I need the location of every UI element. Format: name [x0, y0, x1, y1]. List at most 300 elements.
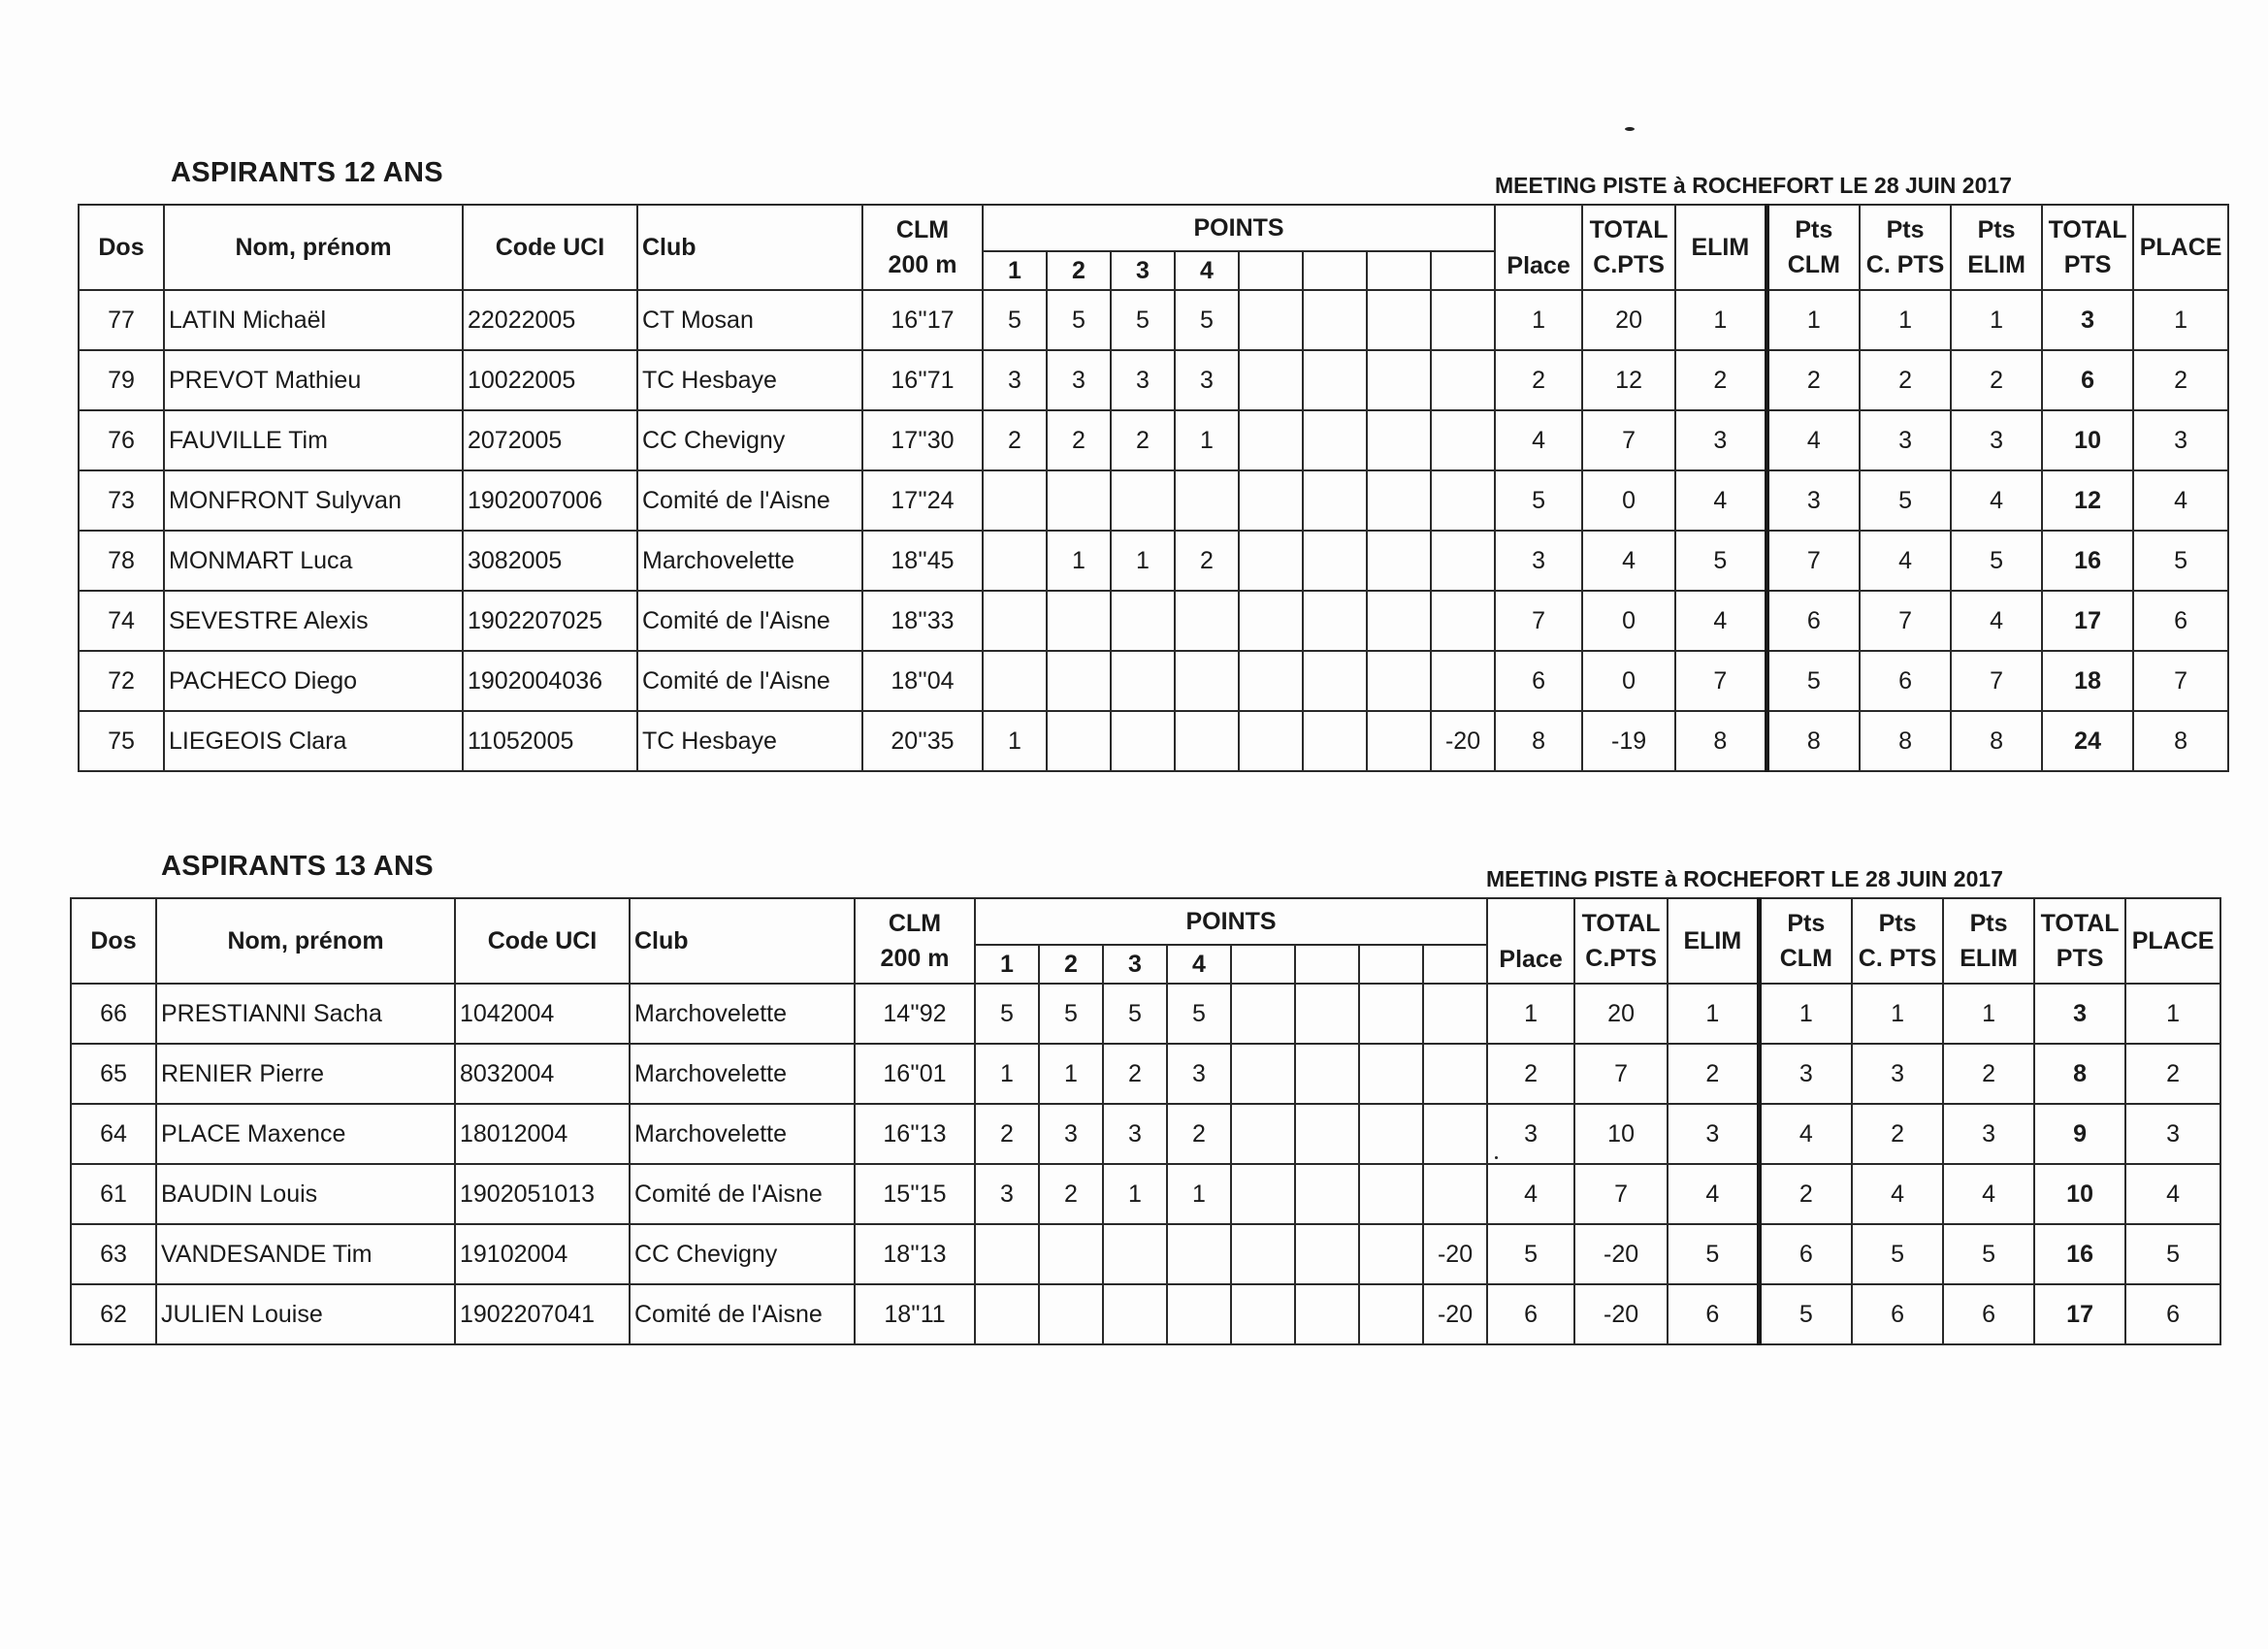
cell-points-round — [1239, 651, 1303, 711]
col-round-header-text: 3 — [1128, 950, 1142, 978]
cell-clm: 20''35 — [862, 711, 983, 771]
col-pts-clm-header — [1766, 205, 1860, 290]
cell-clm: 15''15 — [855, 1164, 975, 1224]
table-row — [79, 711, 2228, 771]
cell-pts-cpts: 3 — [1860, 410, 1951, 470]
col-total-cpts-header — [1582, 205, 1675, 290]
col-round-header-text: 2 — [1064, 950, 1078, 978]
cell-code: 10022005 — [463, 350, 637, 410]
cell-dos: 75 — [79, 711, 164, 771]
cell-code: 1902207025 — [463, 591, 637, 651]
cell-points-round: -20 — [1423, 1284, 1487, 1344]
col-round-header-text: 1 — [1008, 256, 1021, 284]
cell-code: 19102004 — [455, 1224, 630, 1284]
col-nom-header — [156, 898, 455, 984]
cell-pts-cpts: 3 — [1852, 1044, 1943, 1104]
cell-nom: PLACE Maxence — [156, 1104, 455, 1164]
table-row — [71, 1104, 2220, 1164]
cell-total-pts: 10 — [2034, 1164, 2125, 1224]
section-title: ASPIRANTS 13 ANS — [161, 851, 434, 882]
cell-dos: 72 — [79, 651, 164, 711]
cell-pts-clm: 4 — [1766, 410, 1860, 470]
cell-nom: PRESTIANNI Sacha — [156, 984, 455, 1044]
cell-place: 6 — [1495, 651, 1582, 711]
cell-dos: 63 — [71, 1224, 156, 1284]
cell-points-round — [1103, 1284, 1167, 1344]
col-pts-clm-header-text: CLM — [1787, 251, 1840, 278]
scan-speck — [1625, 127, 1635, 131]
col-code-header-text: Code UCI — [495, 233, 605, 261]
cell-points-round: 1 — [1047, 531, 1111, 591]
cell-points-round: -20 — [1431, 711, 1495, 771]
col-points-header — [983, 205, 1495, 251]
cell-points-round — [1303, 350, 1367, 410]
cell-points-round: 1 — [1111, 531, 1175, 591]
cell-points-round: 1 — [1103, 1164, 1167, 1224]
meeting-title: MEETING PISTE à ROCHEFORT LE 28 JUIN 2017 — [1495, 173, 2012, 198]
cell-club: TC Hesbaye — [637, 711, 862, 771]
cell-points-round: 3 — [1039, 1104, 1103, 1164]
cell-code: 3082005 — [463, 531, 637, 591]
cell-elim: 4 — [1675, 470, 1766, 531]
cell-points-round: 2 — [1103, 1044, 1167, 1104]
cell-pts-clm: 1 — [1759, 984, 1852, 1044]
col-round-header — [1111, 251, 1175, 290]
cell-points-round — [1295, 1224, 1359, 1284]
header-row — [79, 205, 2228, 251]
col-nom-header — [164, 205, 463, 290]
cell-total-pts: 6 — [2042, 350, 2133, 410]
col-pts-clm-header-text: Pts — [1787, 909, 1826, 937]
col-clm-header-text: CLM — [888, 909, 942, 937]
col-code-header-text: Code UCI — [487, 926, 598, 954]
cell-total-pts: 18 — [2042, 651, 2133, 711]
cell-points-round — [1175, 711, 1239, 771]
cell-clm: 18''13 — [855, 1224, 975, 1284]
table-row — [79, 531, 2228, 591]
col-elim-header-text: ELIM — [1683, 926, 1742, 954]
cell-points-round — [1431, 591, 1495, 651]
cell-points-round — [1303, 651, 1367, 711]
cell-pts-clm: 6 — [1759, 1224, 1852, 1284]
cell-points-round: 2 — [1047, 410, 1111, 470]
cell-total-pts: 9 — [2034, 1104, 2125, 1164]
cell-pts-elim: 4 — [1943, 1164, 2034, 1224]
cell-total-cpts: -20 — [1574, 1284, 1668, 1344]
cell-points-round — [1367, 350, 1431, 410]
col-round-header-text: 4 — [1192, 950, 1206, 978]
col-place-final-header-text: PLACE — [2131, 926, 2215, 954]
cell-total-cpts: 0 — [1582, 470, 1675, 531]
cell-points-round — [1239, 531, 1303, 591]
cell-place-final: 2 — [2133, 350, 2228, 410]
cell-total-cpts: 4 — [1582, 531, 1675, 591]
cell-dos: 73 — [79, 470, 164, 531]
cell-place: 1 — [1487, 984, 1574, 1044]
cell-clm: 17''24 — [862, 470, 983, 531]
cell-points-round: -20 — [1423, 1224, 1487, 1284]
cell-points-round: 3 — [1047, 350, 1111, 410]
cell-points-round — [1039, 1284, 1103, 1344]
cell-points-round — [1231, 1104, 1295, 1164]
cell-nom: RENIER Pierre — [156, 1044, 455, 1104]
cell-points-round — [1295, 1164, 1359, 1224]
cell-total-cpts: -19 — [1582, 711, 1675, 771]
cell-points-round — [1359, 984, 1423, 1044]
col-round-header — [1167, 945, 1231, 984]
col-pts-elim-header-text: ELIM — [1960, 945, 2018, 972]
cell-place-final: 3 — [2133, 410, 2228, 470]
cell-points-round — [1431, 290, 1495, 350]
col-code-header — [455, 898, 630, 984]
cell-total-cpts: 7 — [1574, 1164, 1668, 1224]
cell-total-cpts: 20 — [1574, 984, 1668, 1044]
cell-code: 1042004 — [455, 984, 630, 1044]
col-round-header — [1175, 251, 1239, 290]
cell-points-round — [1367, 290, 1431, 350]
cell-place: 5 — [1495, 470, 1582, 531]
cell-points-round — [1111, 470, 1175, 531]
col-nom-header-text: Nom, prénom — [235, 233, 392, 261]
cell-code: 1902051013 — [455, 1164, 630, 1224]
col-round-header-text: 1 — [1000, 950, 1014, 978]
table-row — [79, 651, 2228, 711]
cell-elim: 4 — [1668, 1164, 1759, 1224]
cell-clm: 18''04 — [862, 651, 983, 711]
cell-pts-clm: 2 — [1766, 350, 1860, 410]
cell-pts-elim: 1 — [1943, 984, 2034, 1044]
scan-speck — [1495, 1156, 1498, 1159]
cell-points-round — [1303, 711, 1367, 771]
cell-points-round — [1175, 651, 1239, 711]
cell-club: Marchovelette — [630, 1104, 855, 1164]
cell-code: 18012004 — [455, 1104, 630, 1164]
col-round-header — [975, 945, 1039, 984]
cell-points-round — [1175, 470, 1239, 531]
cell-points-round — [1231, 1044, 1295, 1104]
cell-points-round — [1303, 531, 1367, 591]
cell-pts-elim: 3 — [1951, 410, 2042, 470]
cell-dos: 78 — [79, 531, 164, 591]
cell-points-round: 2 — [975, 1104, 1039, 1164]
col-club-header-text: Club — [642, 233, 697, 261]
col-round-header — [1047, 251, 1111, 290]
col-pts-cpts-header-text: C. PTS — [1858, 945, 1937, 972]
cell-club: Comité de l'Aisne — [637, 651, 862, 711]
cell-pts-cpts: 5 — [1860, 470, 1951, 531]
col-round-header-empty — [1231, 945, 1295, 984]
table-row — [79, 410, 2228, 470]
cell-pts-cpts: 4 — [1852, 1164, 1943, 1224]
cell-club: Marchovelette — [630, 984, 855, 1044]
table-row — [71, 984, 2220, 1044]
cell-place: 2 — [1487, 1044, 1574, 1104]
cell-points-round — [1303, 470, 1367, 531]
cell-points-round — [1239, 350, 1303, 410]
cell-pts-elim: 8 — [1951, 711, 2042, 771]
cell-club: Comité de l'Aisne — [637, 470, 862, 531]
col-round-header — [983, 251, 1047, 290]
cell-club: Comité de l'Aisne — [630, 1164, 855, 1224]
col-club-header-text: Club — [634, 926, 689, 954]
cell-points-round: 2 — [1167, 1104, 1231, 1164]
cell-dos: 64 — [71, 1104, 156, 1164]
col-dos-header — [79, 205, 164, 290]
cell-points-round: 2 — [1175, 531, 1239, 591]
cell-points-round — [1047, 470, 1111, 531]
cell-pts-elim: 4 — [1951, 470, 2042, 531]
cell-place-final: 3 — [2125, 1104, 2220, 1164]
cell-points-round — [1239, 290, 1303, 350]
cell-points-round — [1231, 1164, 1295, 1224]
col-clm-header-text: 200 m — [888, 251, 957, 278]
cell-elim: 3 — [1675, 410, 1766, 470]
cell-pts-elim: 5 — [1951, 531, 2042, 591]
cell-code: 1902007006 — [463, 470, 637, 531]
cell-pts-elim: 2 — [1943, 1044, 2034, 1104]
cell-club: Marchovelette — [630, 1044, 855, 1104]
cell-dos: 61 — [71, 1164, 156, 1224]
cell-points-round: 3 — [1103, 1104, 1167, 1164]
cell-nom: JULIEN Louise — [156, 1284, 455, 1344]
cell-place-final: 6 — [2125, 1284, 2220, 1344]
cell-clm: 16''13 — [855, 1104, 975, 1164]
meeting-title: MEETING PISTE à ROCHEFORT LE 28 JUIN 2017 — [1486, 866, 2003, 891]
results-table-13 — [70, 897, 2221, 1345]
cell-pts-clm: 1 — [1766, 290, 1860, 350]
table-row — [79, 290, 2228, 350]
cell-points-round: 1 — [1175, 410, 1239, 470]
cell-elim: 1 — [1668, 984, 1759, 1044]
cell-elim: 7 — [1675, 651, 1766, 711]
cell-pts-elim: 3 — [1943, 1104, 2034, 1164]
cell-points-round: 1 — [1167, 1164, 1231, 1224]
cell-pts-clm: 5 — [1766, 651, 1860, 711]
cell-club: Comité de l'Aisne — [637, 591, 862, 651]
cell-elim: 5 — [1675, 531, 1766, 591]
col-pts-elim-header-text: ELIM — [1967, 251, 2025, 278]
cell-place: 2 — [1495, 350, 1582, 410]
cell-points-round — [975, 1224, 1039, 1284]
cell-club: Marchovelette — [637, 531, 862, 591]
cell-nom: BAUDIN Louis — [156, 1164, 455, 1224]
cell-points-round — [1295, 1284, 1359, 1344]
cell-elim: 3 — [1668, 1104, 1759, 1164]
col-points-header-text: POINTS — [1185, 907, 1277, 935]
cell-pts-elim: 4 — [1951, 591, 2042, 651]
cell-points-round — [1431, 531, 1495, 591]
cell-points-round — [1359, 1044, 1423, 1104]
cell-points-round — [1103, 1224, 1167, 1284]
cell-elim: 1 — [1675, 290, 1766, 350]
cell-points-round — [1367, 410, 1431, 470]
cell-code: 1902207041 — [455, 1284, 630, 1344]
cell-points-round — [1367, 651, 1431, 711]
cell-total-cpts: 10 — [1574, 1104, 1668, 1164]
cell-nom: MONMART Luca — [164, 531, 463, 591]
col-pts-cpts-header — [1852, 898, 1943, 984]
col-place-final-header — [2133, 205, 2228, 290]
cell-dos: 76 — [79, 410, 164, 470]
cell-points-round: 3 — [1111, 350, 1175, 410]
col-total-cpts-header-text: TOTAL — [1589, 215, 1669, 243]
cell-place: 7 — [1495, 591, 1582, 651]
cell-points-round: 1 — [975, 1044, 1039, 1104]
cell-place-final: 8 — [2133, 711, 2228, 771]
col-total-cpts-header — [1574, 898, 1668, 984]
cell-place: 6 — [1487, 1284, 1574, 1344]
cell-club: CT Mosan — [637, 290, 862, 350]
cell-total-pts: 8 — [2034, 1044, 2125, 1104]
cell-pts-elim: 6 — [1943, 1284, 2034, 1344]
col-dos-header-text: Dos — [98, 233, 145, 261]
cell-points-round — [1047, 651, 1111, 711]
cell-points-round — [1039, 1224, 1103, 1284]
col-code-header — [463, 205, 637, 290]
cell-elim: 8 — [1675, 711, 1766, 771]
cell-points-round: 3 — [1175, 350, 1239, 410]
cell-points-round: 5 — [1047, 290, 1111, 350]
cell-place-final: 6 — [2133, 591, 2228, 651]
cell-points-round: 2 — [1111, 410, 1175, 470]
col-total-pts-header — [2034, 898, 2125, 984]
cell-pts-clm: 5 — [1759, 1284, 1852, 1344]
cell-dos: 79 — [79, 350, 164, 410]
cell-points-round — [1423, 984, 1487, 1044]
col-pts-clm-header — [1759, 898, 1852, 984]
cell-pts-clm: 8 — [1766, 711, 1860, 771]
col-elim-header — [1675, 205, 1766, 290]
cell-clm: 17''30 — [862, 410, 983, 470]
cell-club: CC Chevigny — [637, 410, 862, 470]
cell-nom: LIEGEOIS Clara — [164, 711, 463, 771]
cell-pts-cpts: 1 — [1860, 290, 1951, 350]
cell-place: 8 — [1495, 711, 1582, 771]
cell-points-round — [1231, 1224, 1295, 1284]
cell-points-round — [1367, 591, 1431, 651]
cell-total-cpts: 20 — [1582, 290, 1675, 350]
cell-nom: PREVOT Mathieu — [164, 350, 463, 410]
cell-total-pts: 12 — [2042, 470, 2133, 531]
col-club-header — [630, 898, 855, 984]
cell-place-final: 1 — [2133, 290, 2228, 350]
cell-pts-clm: 4 — [1759, 1104, 1852, 1164]
cell-points-round: 5 — [975, 984, 1039, 1044]
cell-points-round — [1431, 350, 1495, 410]
col-clm-header — [862, 205, 983, 290]
cell-pts-clm: 7 — [1766, 531, 1860, 591]
col-round-header-empty — [1367, 251, 1431, 290]
cell-pts-clm: 3 — [1759, 1044, 1852, 1104]
cell-points-round: 1 — [1039, 1044, 1103, 1104]
table-row — [79, 470, 2228, 531]
col-place-header — [1495, 205, 1582, 290]
cell-code: 1902004036 — [463, 651, 637, 711]
cell-dos: 66 — [71, 984, 156, 1044]
cell-pts-cpts: 7 — [1860, 591, 1951, 651]
cell-club: CC Chevigny — [630, 1224, 855, 1284]
cell-pts-cpts: 2 — [1852, 1104, 1943, 1164]
col-place-header — [1487, 898, 1574, 984]
cell-place: 5 — [1487, 1224, 1574, 1284]
col-round-header — [1039, 945, 1103, 984]
cell-points-round — [1303, 591, 1367, 651]
cell-points-round — [983, 591, 1047, 651]
cell-points-round — [1167, 1284, 1231, 1344]
cell-club: Comité de l'Aisne — [630, 1284, 855, 1344]
section-title: ASPIRANTS 12 ANS — [171, 157, 443, 188]
table-row — [71, 1044, 2220, 1104]
col-pts-elim-header — [1943, 898, 2034, 984]
cell-place-final: 7 — [2133, 651, 2228, 711]
col-round-header-empty — [1359, 945, 1423, 984]
cell-clm: 16''17 — [862, 290, 983, 350]
cell-nom: SEVESTRE Alexis — [164, 591, 463, 651]
cell-place-final: 5 — [2133, 531, 2228, 591]
cell-points-round — [983, 651, 1047, 711]
col-round-header-text: 4 — [1200, 256, 1214, 284]
cell-pts-cpts: 6 — [1852, 1284, 1943, 1344]
cell-total-pts: 16 — [2034, 1224, 2125, 1284]
cell-elim: 6 — [1668, 1284, 1759, 1344]
cell-clm: 16''01 — [855, 1044, 975, 1104]
cell-total-cpts: 0 — [1582, 591, 1675, 651]
cell-points-round — [1359, 1284, 1423, 1344]
col-pts-cpts-header — [1860, 205, 1951, 290]
col-pts-cpts-header-text: Pts — [1878, 909, 1917, 937]
cell-place-final: 5 — [2125, 1224, 2220, 1284]
cell-points-round — [1367, 531, 1431, 591]
cell-points-round: 2 — [983, 410, 1047, 470]
cell-place: 1 — [1495, 290, 1582, 350]
cell-total-pts: 10 — [2042, 410, 2133, 470]
cell-points-round: 3 — [983, 350, 1047, 410]
col-round-header-empty — [1423, 945, 1487, 984]
col-place-header-text: Place — [1507, 251, 1571, 279]
cell-pts-elim: 2 — [1951, 350, 2042, 410]
col-total-pts-header-text: PTS — [2063, 251, 2112, 278]
cell-pts-clm: 2 — [1759, 1164, 1852, 1224]
cell-total-cpts: 12 — [1582, 350, 1675, 410]
cell-pts-elim: 1 — [1951, 290, 2042, 350]
col-clm-header-text: 200 m — [880, 945, 950, 972]
cell-points-round — [1431, 651, 1495, 711]
col-place-final-header — [2125, 898, 2220, 984]
cell-place-final: 1 — [2125, 984, 2220, 1044]
col-place-final-header-text: PLACE — [2139, 233, 2222, 261]
cell-points-round — [1111, 651, 1175, 711]
col-round-header — [1103, 945, 1167, 984]
cell-elim: 5 — [1668, 1224, 1759, 1284]
cell-points-round: 5 — [1167, 984, 1231, 1044]
cell-points-round: 5 — [1111, 290, 1175, 350]
cell-points-round — [1367, 470, 1431, 531]
cell-dos: 74 — [79, 591, 164, 651]
cell-points-round: 5 — [983, 290, 1047, 350]
cell-points-round — [1431, 410, 1495, 470]
col-pts-elim-header-text: Pts — [1977, 215, 2016, 243]
cell-clm: 14''92 — [855, 984, 975, 1044]
cell-total-cpts: 0 — [1582, 651, 1675, 711]
cell-nom: LATIN Michaël — [164, 290, 463, 350]
cell-points-round — [1047, 591, 1111, 651]
cell-points-round: 3 — [975, 1164, 1039, 1224]
cell-nom: PACHECO Diego — [164, 651, 463, 711]
col-pts-clm-header-text: Pts — [1795, 215, 1833, 243]
table-row — [71, 1284, 2220, 1344]
col-clm-header — [855, 898, 975, 984]
cell-nom: VANDESANDE Tim — [156, 1224, 455, 1284]
